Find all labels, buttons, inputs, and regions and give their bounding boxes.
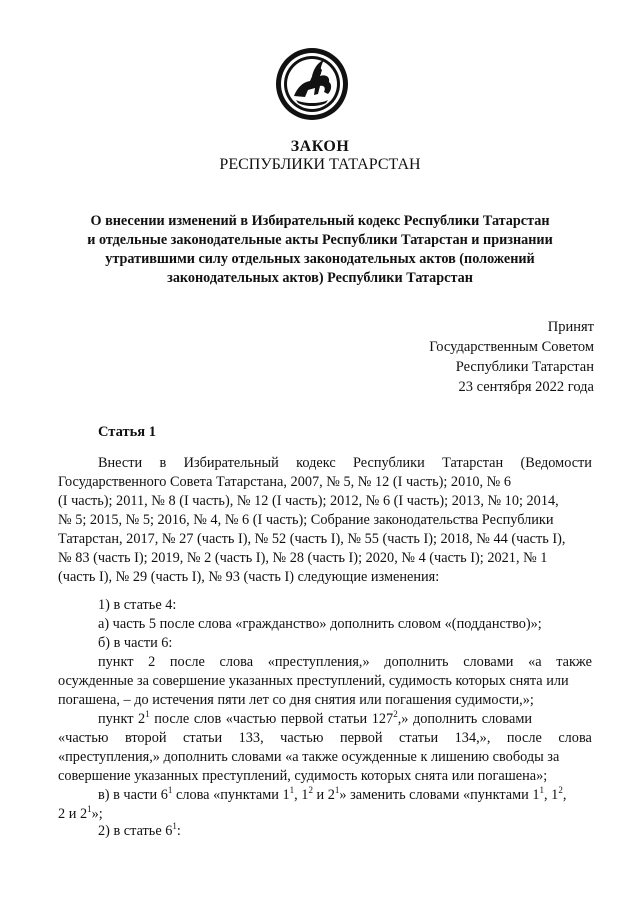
adopted-line: Государственным Советом <box>429 339 594 355</box>
justified-line: Внести в Избирательный кодекс Республики Татарстан (Ведомости <box>98 455 592 471</box>
item-1v: в) в части $6^1$ слова «пунктами $1^1$, $1^2$ и $2^1$» заменить словами «пунктами $1^1$, $1^2$, <box>98 785 567 803</box>
item-1b: б) в части 6: <box>98 635 173 651</box>
law-heading <box>80 212 560 288</box>
text-line: «преступления,» дополнить словами «а также осужденные к лишению свободы за <box>58 749 560 765</box>
adoption-date: 23 сентября 2022 года <box>458 379 594 395</box>
amendment-items <box>58 596 592 824</box>
justified-line: «частью второй статьи 133, частью первой статьи 134,», после слова <box>58 730 592 746</box>
republic-name: РЕСПУБЛИКИ ТАТАРСТАН <box>219 156 421 173</box>
text-line: погашена, – до истечения пяти лет со дня снятия или погашения судимости,»; <box>58 692 534 708</box>
article-intro-paragraph <box>58 454 592 587</box>
text-line: № 83 (часть I); 2019, № 2 (часть I), № 28 (часть I); 2020, № 4 (часть I); 2021, № 1 <box>58 550 548 566</box>
coat-of-arms-icon <box>274 46 350 122</box>
text-line: совершение указанных преступлений, судимость которых снята или погашена»; <box>58 768 548 784</box>
text-line: осужденные за совершение указанных преступлений, судимость которых снята или <box>58 673 569 689</box>
text-line: Татарстан, 2017, № 27 (часть I), № 52 (часть I), № 55 (часть I); 2018, № 44 (часть I), <box>58 531 566 547</box>
adoption-block <box>429 317 594 397</box>
heading-line: О внесении изменений в Избирательный кодекс Республики Татарстан <box>90 213 550 229</box>
point-2-line: пункт 2 после слова «преступления,» дополнить словами «а также <box>98 654 592 670</box>
adopted-line: Принят <box>547 319 594 335</box>
item-2: 2) в статье $6^1$: <box>98 821 181 839</box>
item-1a: а) часть 5 после слова «гражданство» дополнить словом «(подданство)»; <box>98 616 542 632</box>
text-line: (I часть); 2011, № 8 (I часть), № 12 (I часть); 2012, № 6 (I часть); 2013, № 10; 2014, <box>58 493 559 509</box>
item-2-block <box>58 822 592 841</box>
heading-line: утратившими силу отдельных законодательных актов (положений <box>105 251 535 267</box>
text-line: 2 и $2^1$»; <box>58 804 103 822</box>
law-title: ЗАКОН <box>290 138 350 155</box>
point-2-1-line: пункт $2^1$ после слов «частью первой статьи $127^2$,» дополнить словами <box>98 709 533 727</box>
heading-line: законодательных актов) Республики Татарстан <box>167 270 473 286</box>
adopted-line: Республики Татарстан <box>455 359 594 375</box>
text-line: № 5; 2015, № 5; 2016, № 4, № 6 (I часть); Собрание законодательства Республики <box>58 512 554 528</box>
text-line: (часть I), № 29 (часть I), № 93 (часть I) следующие изменения: <box>58 569 440 585</box>
heading-line: и отдельные законодательные акты Республики Татарстан и признании <box>87 232 553 248</box>
item-1: 1) в статье 4: <box>98 597 177 613</box>
text-line: Государственного Совета Татарстана, 2007, № 5, № 12 (I часть); 2010, № 6 <box>58 474 512 490</box>
article-title: Статья 1 <box>98 424 156 440</box>
